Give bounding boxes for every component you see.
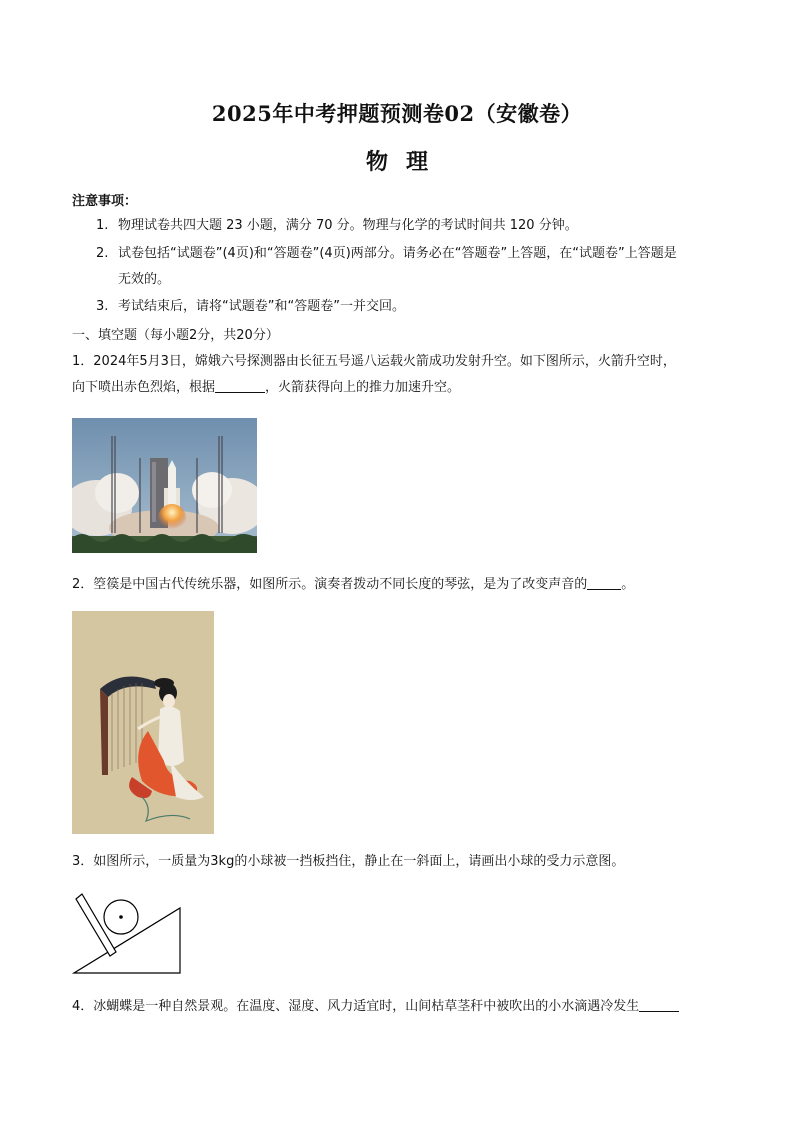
question-number: 4． [72,999,94,1014]
answer-blank[interactable] [215,378,265,393]
exam-title: 2025年中考押题预测卷02（安徽卷） [211,101,583,126]
incline-ball-diagram [72,890,184,976]
notice-item-number: 1. [96,218,109,233]
question-3 [72,849,728,875]
question-text: 2024年5月3日，嫦娥六号探测器由长征五号遥八运载火箭成功发射升空。如下图所示，火箭升空时， [93,354,676,369]
konghou-harp-player-image [72,611,214,834]
question-number: 2． [72,577,94,592]
question-text: 向下喷出赤色烈焰，根据 [72,380,216,395]
answer-blank[interactable] [639,997,679,1012]
notice-item [96,241,736,293]
notice-item-text: 物理试卷共四大题 23 小题，满分 70 分。物理与化学的考试时间共 120 分钟。 [118,218,578,233]
ball-center-dot [119,915,123,919]
question-text: 如图所示，一质量为3kg的小球被一挡板挡住，静止在一斜面上，请画出小球的受力示意图。 [93,854,625,869]
section-heading: 一、填空题（每小题2分，共20分） [72,328,279,343]
notice-item-number: 3. [96,299,109,314]
notice-heading: 注意事项： [72,194,138,209]
question-4 [72,994,728,1020]
notice-item-text: 考试结束后，请将“试题卷”和“答题卷”一并交回。 [118,299,405,314]
question-2 [72,572,728,598]
question-text: 。 [621,577,635,592]
question-text: 冰蝴蝶是一种自然景观。在温度、湿度、风力适宜时，山间枯草茎秆中被吹出的小水滴遇冷发生 [93,999,640,1014]
notice-item-text: 试卷包括“试题卷”(4页)和“答题卷”(4页)两部分。请务必在“答题卷”上答题，在“试题卷”上答题是 [118,246,677,261]
notice-item [96,294,736,320]
rocket-launch-image [72,418,257,553]
question-number: 1． [72,354,94,369]
notice-item-number: 2. [96,246,109,261]
subject-title: 物理 [365,149,446,175]
notice-item-text-continued: 无效的。 [118,272,171,287]
question-text: ，火箭获得向上的推力加速升空。 [265,380,461,395]
answer-blank[interactable] [587,575,621,590]
question-1 [72,349,728,401]
question-text: 箜篌是中国古代传统乐器，如图所示。演奏者拨动不同长度的琴弦，是为了改变声音的 [93,577,588,592]
question-number: 3． [72,854,94,869]
notice-item [96,213,736,239]
